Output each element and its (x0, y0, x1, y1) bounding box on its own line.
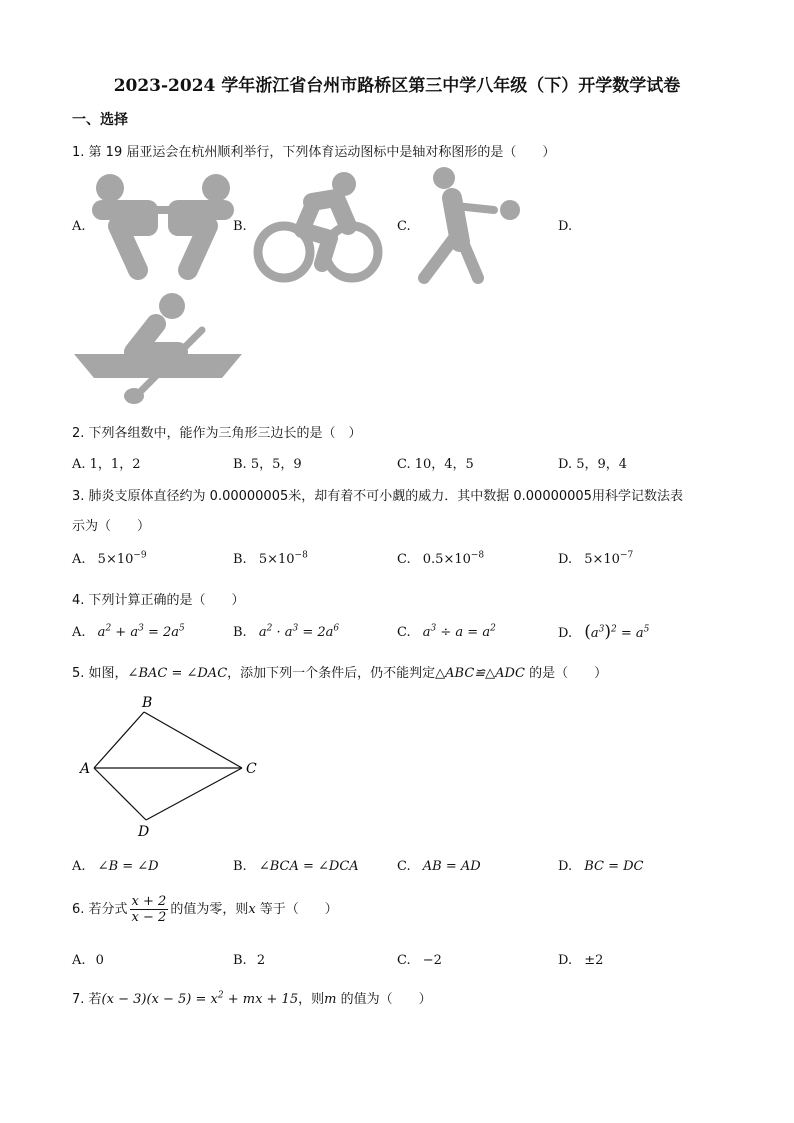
q6-suffix: 等于（ ） (255, 902, 338, 917)
q5-option-b (233, 859, 359, 874)
q7-expression: (x − 3)(x − 5) = x (101, 992, 218, 1007)
q6-fraction (130, 894, 169, 925)
option-expression: 2 (256, 953, 266, 968)
q3-option-b (233, 552, 308, 567)
q3-option-c (397, 552, 484, 567)
option-label: A. (72, 953, 86, 968)
point-b-label: B (142, 695, 153, 711)
q4-option-b: B. $a^2 \cdot a^3 = 2a^6$ (233, 623, 340, 640)
option-label: D. (558, 552, 573, 567)
question-5-text (72, 662, 607, 681)
q7-suffix: 的值为（ ） (336, 992, 432, 1007)
q6-variable: x (248, 902, 256, 917)
question-4-text: 4. 下列计算正确的是（ ） (72, 593, 245, 608)
option-expression: BC = DC (584, 859, 644, 874)
option-base: 5×10 (97, 552, 134, 567)
option-label: D. (558, 626, 573, 641)
option-label: C. (397, 552, 411, 567)
option-expression: −2 (422, 953, 442, 968)
q6-option-d (558, 953, 603, 968)
q1-option-b-label: B. (233, 219, 247, 234)
question-3-line1: 3. 肺炎支原体直径约为 0.00000005米，却有着不可小觑的威力．其中数据 0.00000005用科学记数法表 (72, 489, 683, 504)
q6-option-c (397, 953, 442, 968)
q4-option-c: C. $a^3 \div a = a^2$ (397, 623, 496, 640)
q4-option-d: D. $(a^3)^2 = a^5$ (558, 622, 650, 642)
q5-condition: ∠BAC = ∠DAC (127, 666, 228, 681)
page-title: 2023-2024 学年浙江省台州市路桥区第三中学八年级（下）开学数学试卷 (113, 76, 681, 96)
point-d-label: D (138, 824, 150, 840)
fraction-denominator: x − 2 (131, 910, 167, 925)
q2-option-a: A. 1，1，2 (72, 457, 141, 472)
q3-option-d (558, 552, 633, 567)
question-1-text: 1. 第 19 届亚运会在杭州顺利举行，下列体育运动图标中是轴对称图形的是（ ） (72, 145, 556, 160)
q1-option-d-label: D. (558, 219, 573, 234)
cycling-icon (252, 168, 384, 284)
option-label: A. (72, 859, 86, 874)
q4-option-a: A. $a^2 + a^3 = 2a^5$ (72, 623, 185, 640)
q6-option-a (72, 953, 104, 968)
section-heading: 一、选择 (72, 112, 128, 128)
q3-option-a (72, 552, 147, 567)
option-label: D. (558, 953, 573, 968)
rowing-pair-icon (88, 170, 238, 282)
q6-option-b (233, 953, 265, 968)
option-label: A. (72, 552, 86, 567)
q5-option-a (72, 859, 159, 874)
option-expression: ∠BCA = ∠DCA (258, 859, 359, 874)
q1-option-a-label: A. (72, 219, 86, 234)
option-label: B. (233, 953, 247, 968)
option-exponent: −7 (619, 550, 634, 561)
option-expression: 0 (95, 953, 104, 968)
q5-middle: ，添加下列一个条件后，仍不能判定 (227, 666, 436, 681)
option-label: D. (558, 859, 573, 874)
option-label: B. (233, 625, 247, 640)
option-label: A. (72, 625, 86, 640)
q5-option-d (558, 859, 644, 874)
q7-expression-tail: + mx + 15 (223, 992, 299, 1007)
q2-option-c: C. 10，4，5 (397, 457, 474, 472)
option-label: B. (233, 859, 247, 874)
question-2-text: 2. 下列各组数中，能作为三角形三边长的是（ ） (72, 426, 362, 441)
option-expression: ±2 (584, 953, 604, 968)
option-label: B. (233, 552, 247, 567)
q2-option-d: D. 5，9，4 (558, 457, 628, 472)
q6-middle: 的值为零，则 (170, 902, 249, 917)
question-6-text (72, 894, 338, 925)
q2-option-b: B. 5，5，9 (233, 457, 302, 472)
option-exponent: −8 (294, 550, 308, 561)
option-exponent: −9 (133, 550, 147, 561)
q7-middle: ，则 (298, 992, 325, 1007)
question-7-text (72, 988, 432, 1007)
option-expression: AB = AD (422, 859, 481, 874)
question-3-line2: 示为（ ） (72, 519, 151, 534)
option-base: 0.5×10 (422, 552, 471, 567)
point-c-label: C (246, 761, 257, 777)
option-label: C. (397, 625, 411, 640)
option-exponent: −8 (470, 550, 485, 561)
q5-option-c (397, 859, 481, 874)
q5-prefix: 5. 如图， (72, 666, 128, 681)
quadrilateral-diagram (74, 690, 274, 840)
option-base: 5×10 (258, 552, 295, 567)
q7-prefix: 7. 若 (72, 992, 102, 1007)
canoe-icon (72, 290, 244, 412)
q1-option-c-label: C. (397, 219, 411, 234)
option-label: C. (397, 953, 411, 968)
option-expression: ∠B = ∠D (97, 859, 159, 874)
q5-suffix: 的是（ ） (524, 666, 608, 681)
volleyball-icon (414, 166, 524, 288)
q7-exponent: 2 (217, 990, 224, 1001)
option-label: C. (397, 859, 411, 874)
q7-variable: m (324, 992, 337, 1007)
point-a-label: A (80, 761, 91, 777)
option-base: 5×10 (584, 552, 620, 567)
q5-congruence: △ABC≌△ADC (435, 666, 525, 681)
q6-prefix: 6. 若分式 (72, 902, 128, 917)
fraction-numerator: x + 2 (131, 894, 167, 909)
